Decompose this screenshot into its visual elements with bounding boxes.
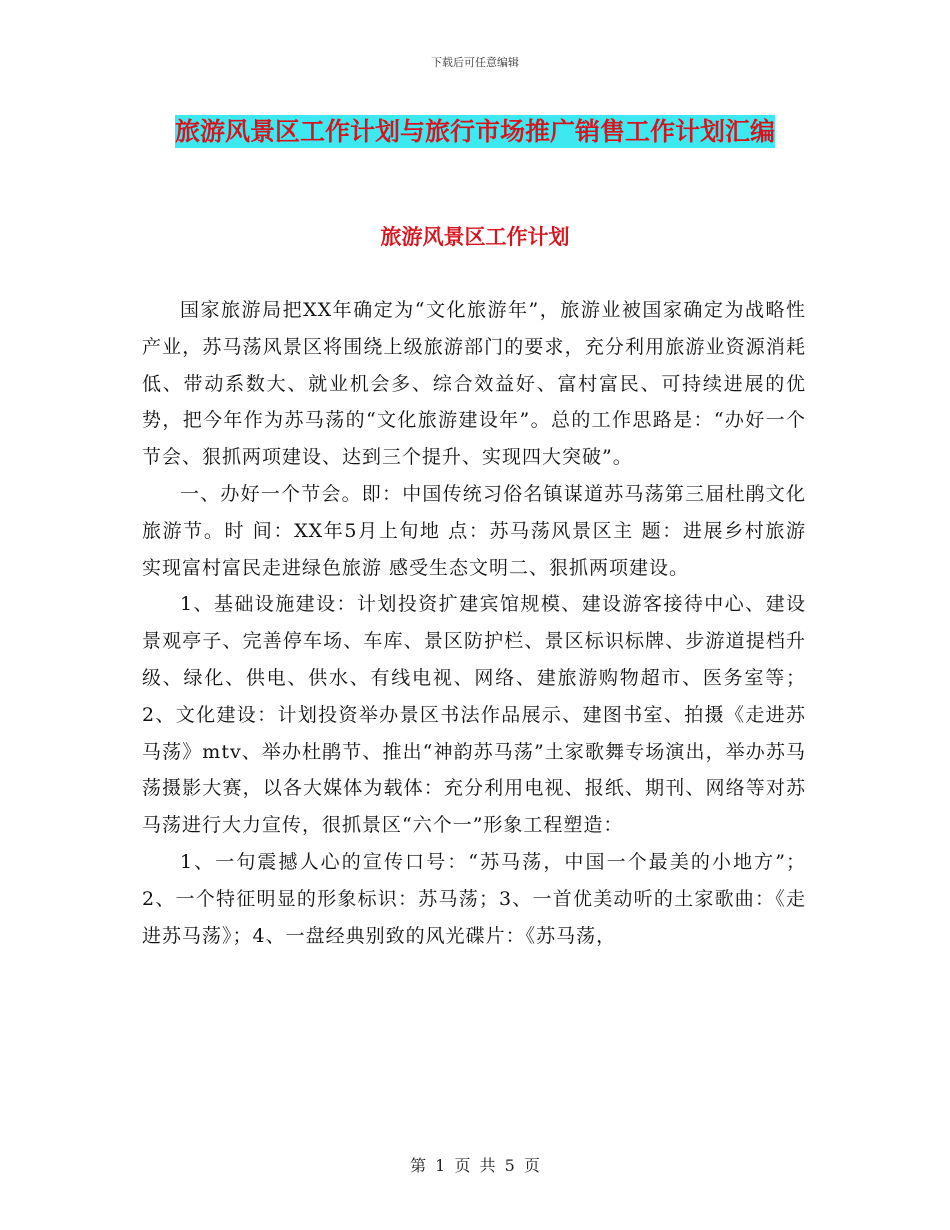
document-title-text: 旅游风景区工作计划与旅行市场推广销售工作计划汇编 xyxy=(174,117,775,146)
page-header-note: 下载后可任意编辑 xyxy=(431,56,519,69)
document-body xyxy=(142,292,806,954)
page-footer: 第 1 页 共 5 页 xyxy=(410,1156,540,1175)
section-title: 旅游风景区工作计划 xyxy=(380,225,570,249)
paragraph-image-projects: 1、一句震撼人心的宣传口号：“苏马荡，中国一个最美的小地方”；2、一个特征明显的形象标识：苏马荡；3、一首优美动听的土家歌曲：《走进苏马荡》；4、一盘经典别致的风光碟片：《苏马荡， xyxy=(142,850,806,947)
paragraph-intro: 国家旅游局把XX年确定为“文化旅游年”，旅游业被国家确定为战略性产业，苏马荡风景区将围绕上级旅游部门的要求，充分利用旅游业资源消耗低、带动系数大、就业机会多、综合效益好、富村富民、可持续进展的优势，把今年作为苏马荡的“文化旅游建设年”。总的工作思路是：“办好一个节会、狠抓两项建设、达到三个提升、实现四大突破”。 xyxy=(142,299,806,469)
paragraph-construction: 1、基础设施建设：计划投资扩建宾馆规模、建设游客接待中心、建设景观亭子、完善停车场、车库、景区防护栏、景区标识标牌、步游道提档升级、绿化、供电、供水、有线电视、网络、建旅游购物超市、医务室等；2、文化建设：计划投资举办景区书法作品展示、建图书室、拍摄《走进苏马荡》mtv、举办杜鹃节、推出“神韵苏马荡”土家歌舞专场演出，举办苏马荡摄影大赛，以各大媒体为载体：充分利用电视、报纸、期刊、网络等对苏马荡进行大力宣传，很抓景区“六个一”形象工程塑造： xyxy=(142,593,806,837)
paragraph-festival: 一、办好一个节会。即：中国传统习俗名镇谋道苏马荡第三届杜鹃文化旅游节。时 间：XX年5月上旬地 点：苏马荡风景区主 题：进展乡村旅游 实现富村富民走进绿色旅游 感受生态文明二、狠抓两项建设。 xyxy=(142,482,806,579)
document-title xyxy=(130,112,820,152)
